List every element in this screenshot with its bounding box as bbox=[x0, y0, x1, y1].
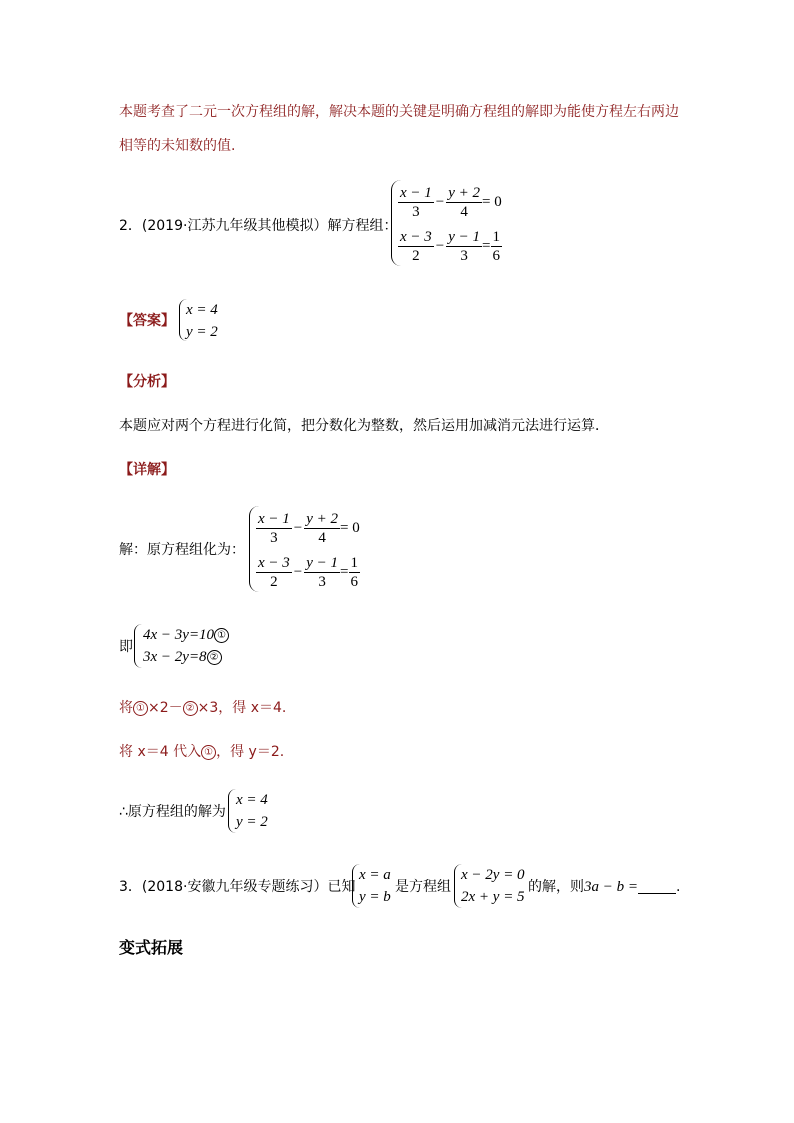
ji-line-1: 4x − 3y=10 ① bbox=[143, 624, 229, 646]
q3-expression: 3a − b = bbox=[584, 879, 638, 895]
ji-line-2: 3x − 2y=8 ② bbox=[143, 646, 229, 668]
q2-equation-1: $\frac{x - 1}{3}$ − $\frac{y + 2}{4}$ = 0 bbox=[400, 184, 502, 220]
intro-line-2: 相等的未知数的值. bbox=[119, 138, 236, 154]
answer-line-2: y = 2 bbox=[186, 324, 218, 340]
intro-line-1: 本题考查了二元一次方程组的解，解决本题的关键是明确方程组的解即为能使方程左右两边 bbox=[119, 104, 679, 120]
q3-s2-line-1: x − 2y = 0 bbox=[461, 867, 525, 883]
q2-prefix: 2．(2019·江苏九年级其他模拟）解方程组： bbox=[119, 218, 398, 234]
section-title: 变式拓展 bbox=[119, 938, 184, 957]
circle-2: ② bbox=[207, 650, 222, 665]
q3-system-1 bbox=[359, 864, 391, 908]
q3-s2-line-2: 2x + y = 5 bbox=[461, 889, 525, 905]
q2-equation-2: $\frac{x - 3}{2}$ − $\frac{y - 1}{3}$ = $\frac{1}{6}$ bbox=[400, 228, 500, 264]
ji-brace bbox=[134, 624, 143, 668]
q3-mid: 是方程组 bbox=[395, 879, 451, 895]
step-2: 将 x＝4 代入 ① ，得 y＝2. bbox=[119, 744, 285, 760]
detail-equation-2: $\frac{x - 3}{2}$ − $\frac{y - 1}{3}$ = $\frac{1}{6}$ bbox=[258, 554, 358, 590]
solution-line-1: x = 4 bbox=[236, 792, 268, 808]
analysis-label: 【分析】 bbox=[119, 374, 175, 390]
answer-label: 【答案】 bbox=[119, 313, 175, 329]
solution-line-2: y = 2 bbox=[236, 814, 268, 830]
step-1: 将 ① ×2－ ② ×3，得 x＝4. bbox=[119, 700, 287, 716]
q3-s1-line-1: x = a bbox=[359, 867, 391, 883]
solution-prefix: ∴原方程组的解为 bbox=[119, 804, 226, 820]
solve-prefix: 解：原方程组化为： bbox=[119, 542, 245, 558]
q3-prefix: 3．(2018·安徽九年级专题练习）已知 bbox=[119, 879, 356, 895]
q3-s1-line-2: y = b bbox=[359, 889, 391, 905]
circle-1: ① bbox=[214, 628, 229, 643]
q3-suffix: 的解，则3a − b = . bbox=[528, 879, 681, 895]
q2-system bbox=[398, 180, 502, 268]
detail-system bbox=[256, 506, 360, 594]
ji-system bbox=[143, 624, 229, 668]
q3-system-2 bbox=[461, 864, 525, 908]
analysis-text: 本题应对两个方程进行化简，把分数化为整数，然后运用加减消元法进行运算． bbox=[119, 418, 609, 434]
ji-label: 即 bbox=[119, 639, 133, 655]
solution-system bbox=[236, 789, 268, 833]
detail-label: 【详解】 bbox=[119, 462, 175, 478]
detail-equation-1: $\frac{x - 1}{3}$ − $\frac{y + 2}{4}$ = 0 bbox=[258, 510, 360, 546]
q3-answer-blank[interactable] bbox=[638, 879, 676, 894]
answer-system bbox=[186, 299, 218, 343]
answer-line-1: x = 4 bbox=[186, 302, 218, 318]
